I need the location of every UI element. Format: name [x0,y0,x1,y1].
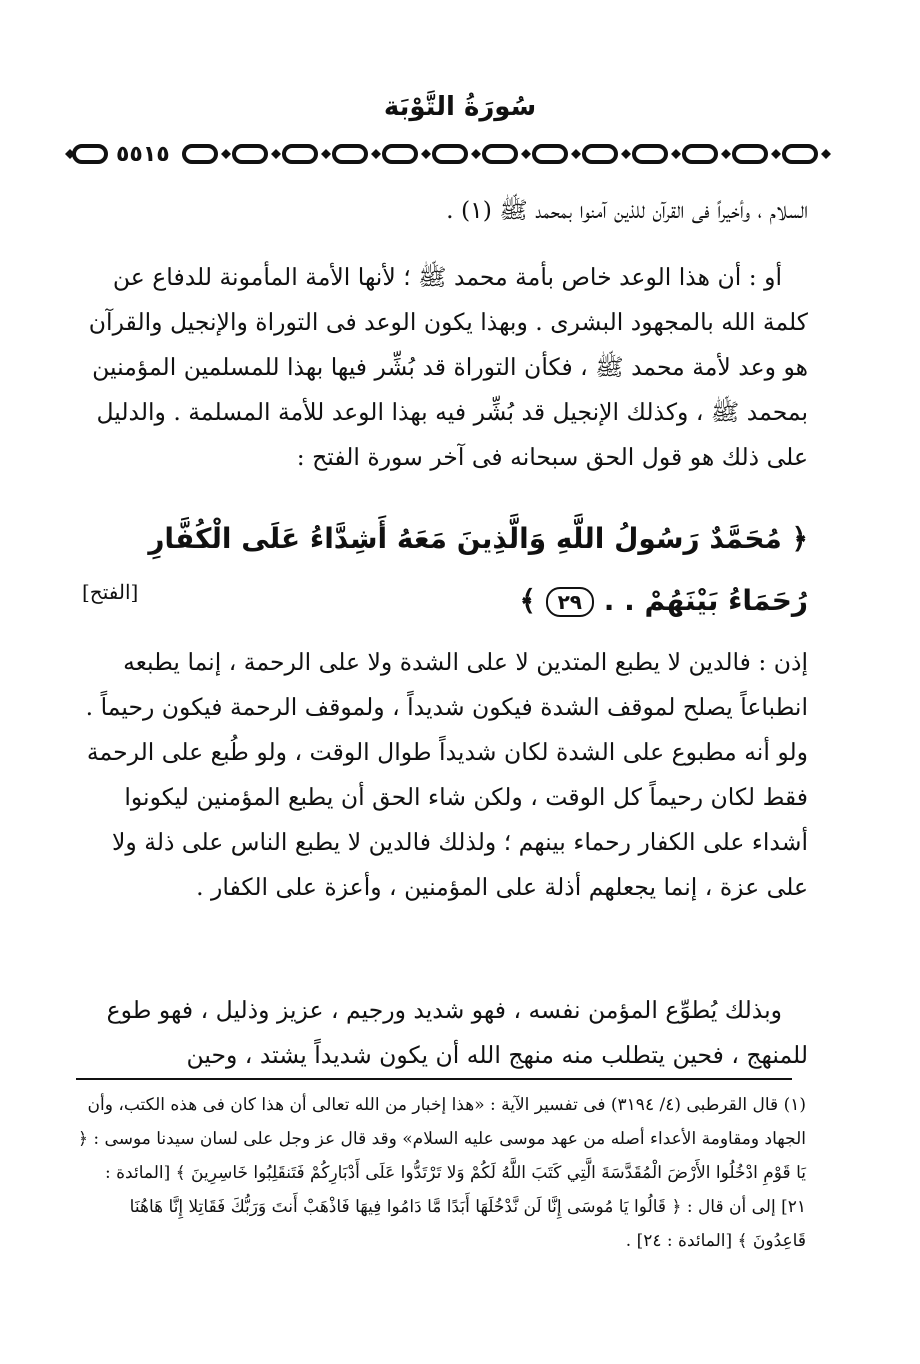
paragraph-continuation: السلام ، وأخيراً فى القرآن للذين آمنوا بمحمد ﷺ (١) . [446,196,808,224]
paragraph-promise: أو : أن هذا الوعد خاص بأمة محمد ﷺ ؛ لأنها الأمة المأمونة للدفاع عن كلمة الله بالمجهود البشرى . وبهذا يكون الوعد فى التوراة والإنجيل والقرآن هو وعد لأمة محمد ﷺ ، فكأن التوراة قد بُشِّر فيها بهذا للمسلمين المؤمنين بمحمد ﷺ ، وكذلك الإنجيل قد بُشِّر فيه بهذا الوعد للأمة المسلمة . والدليل على ذلك هو قول الحق سبحانه فى آخر سورة الفتح : [88,263,808,471]
footnote-divider [76,1078,792,1080]
quran-verse [78,508,808,632]
paragraph-believer: وبذلك يُطوِّع المؤمن نفسه ، فهو شديد ورجيم ، عزيز وذليل ، فهو طوع للمنهج ، فحين يتطلب منه منهج الله أن يكون شديداً يشتد ، وحين [106,996,808,1069]
verse-close-bracket: ﴾ [519,584,536,617]
page-number: ٥٥١٥ [112,140,174,170]
surah-title: سُورَةُ التَّوْبَة [383,92,537,122]
verse-text: ﴿ مُحَمَّدٌ رَسُولُ اللَّهِ وَالَّذِينَ مَعَهُ أَشِدَّاءُ عَلَى الْكُفَّارِ رُحَمَاءُ بَيْنَهُمْ . . [148,522,808,617]
paragraph-religion: إذن : فالدين لا يطبع المتدين لا على الشدة ولا على الرحمة ، إنما يطبعه انطباعاً يصلح لموقف الشدة فيكون شديداً ، ولموقف الرحمة فيكون رحيماً . ولو أنه مطبوع على الشدة لكان شديداً طوال الوقت ، ولو طُبع على الرحمة فقط لكان رحيماً كل الوقت ، ولكن شاء الحق أن يطبع المؤمنين ليكونوا أشداء على الكفار رحماء بينهم ؛ ولذلك فالدين لا يطبع الناس على ذلة ولا على عزة ، إنما يجعلهم أذلة على المؤمنين ، وأعزة على الكفار . [85,648,808,901]
verse-number: ٢٩ [546,587,594,617]
ornamental-border [62,140,842,170]
footnote: (١) قال القرطبى (٤/ ٣١٩٤) فى تفسير الآية : «هذا إخبار من الله تعالى أن هذا كان فى هذه الكتب، وأن الجهاد ومقاومة الأعداء أصله من عهد موسى عليه السلام» وقد قال عز وجل على لسان سيدنا موسى : ﴿ يَا قَوْمِ ادْخُلُوا الأَرْضَ الْمُقَدَّسَةَ الَّتِي كَتَبَ اللَّهُ لَكُمْ وَلا تَرْتَدُّوا عَلَى أَدْبَارِكُمْ فَتَنقَلِبُوا خَاسِرِينَ ﴾ [المائدة : ٢١] إلى أن قال : ﴿ قَالُوا يَا مُوسَى إِنَّا لَن نَّدْخُلَهَا أَبَدًا مَّا دَامُوا فِيهَا فَاذْهَبْ أَنتَ وَرَبُّكَ فَقَاتِلا إِنَّا هَاهُنَا قَاعِدُونَ ﴾ [المائدة : ٢٤] . [78,1095,806,1251]
verse-reference: [الفتح] [82,580,139,604]
